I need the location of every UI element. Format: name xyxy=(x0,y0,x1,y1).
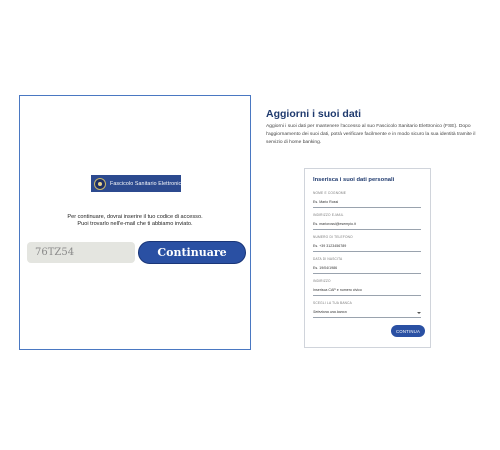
page-title: Aggiorni i suoi dati xyxy=(266,108,362,120)
field-label: DATA DI NASCITA xyxy=(313,257,343,261)
birthdate-input[interactable]: Es. 19/04/1986 xyxy=(313,264,421,274)
field-label: SCEGLI LA TUA BANCA xyxy=(313,301,352,305)
instructions xyxy=(20,214,250,229)
bank-select[interactable] xyxy=(313,308,421,318)
page-description: Aggiorni i suoi dati per mantenere l'accesso al suo Fascicolo Sanitario Elettronico (FSE). Dopo l'aggiornamento dei suoi dati, potrà verificare facilmente e in modo sicuro la sua identità tramite il servizio di home banking. xyxy=(266,124,476,146)
phone-input[interactable]: Es. +39 3123456789 xyxy=(313,242,421,252)
emblem-icon xyxy=(94,178,106,190)
address-field xyxy=(313,279,421,296)
phone-field xyxy=(313,235,421,252)
continue-button[interactable]: Continuare xyxy=(138,241,246,264)
field-label: INDIRIZZO xyxy=(313,279,331,283)
fse-logo xyxy=(91,175,185,192)
form-continue-button[interactable]: CONTINUA xyxy=(391,325,425,337)
bank-field xyxy=(313,301,421,318)
address-input[interactable]: Inserisca CAP e numero civico xyxy=(313,286,421,296)
email-input[interactable]: Es. mariorossi@esempio.it xyxy=(313,220,421,230)
chevron-down-icon xyxy=(417,312,421,314)
email-field xyxy=(313,213,421,230)
form-title: Inserisca i suoi dati personali xyxy=(313,177,395,183)
field-label: NUMERO DI TELEFONO xyxy=(313,235,353,239)
personal-data-form xyxy=(304,168,431,348)
access-code-input[interactable] xyxy=(27,242,135,263)
birthdate-field xyxy=(313,257,421,274)
full-name-field xyxy=(313,191,421,208)
field-label: INDIRIZZO E-MAIL xyxy=(313,213,344,217)
instruction-line-1: Per continuare, dovrai inserire il tuo codice di accesso. xyxy=(67,214,203,220)
field-label: NOME E COGNOME xyxy=(313,191,347,195)
instruction-line-2: Puoi trovarlo nell'e-mail che ti abbiamo inviato. xyxy=(77,221,193,228)
logo-text: Fascicolo Sanitario Elettronico xyxy=(110,180,185,187)
full-name-input[interactable]: Es. Mario Rossi xyxy=(313,198,421,208)
bank-select-value: Seleziona una banca xyxy=(313,310,347,314)
access-code-panel xyxy=(19,95,251,350)
